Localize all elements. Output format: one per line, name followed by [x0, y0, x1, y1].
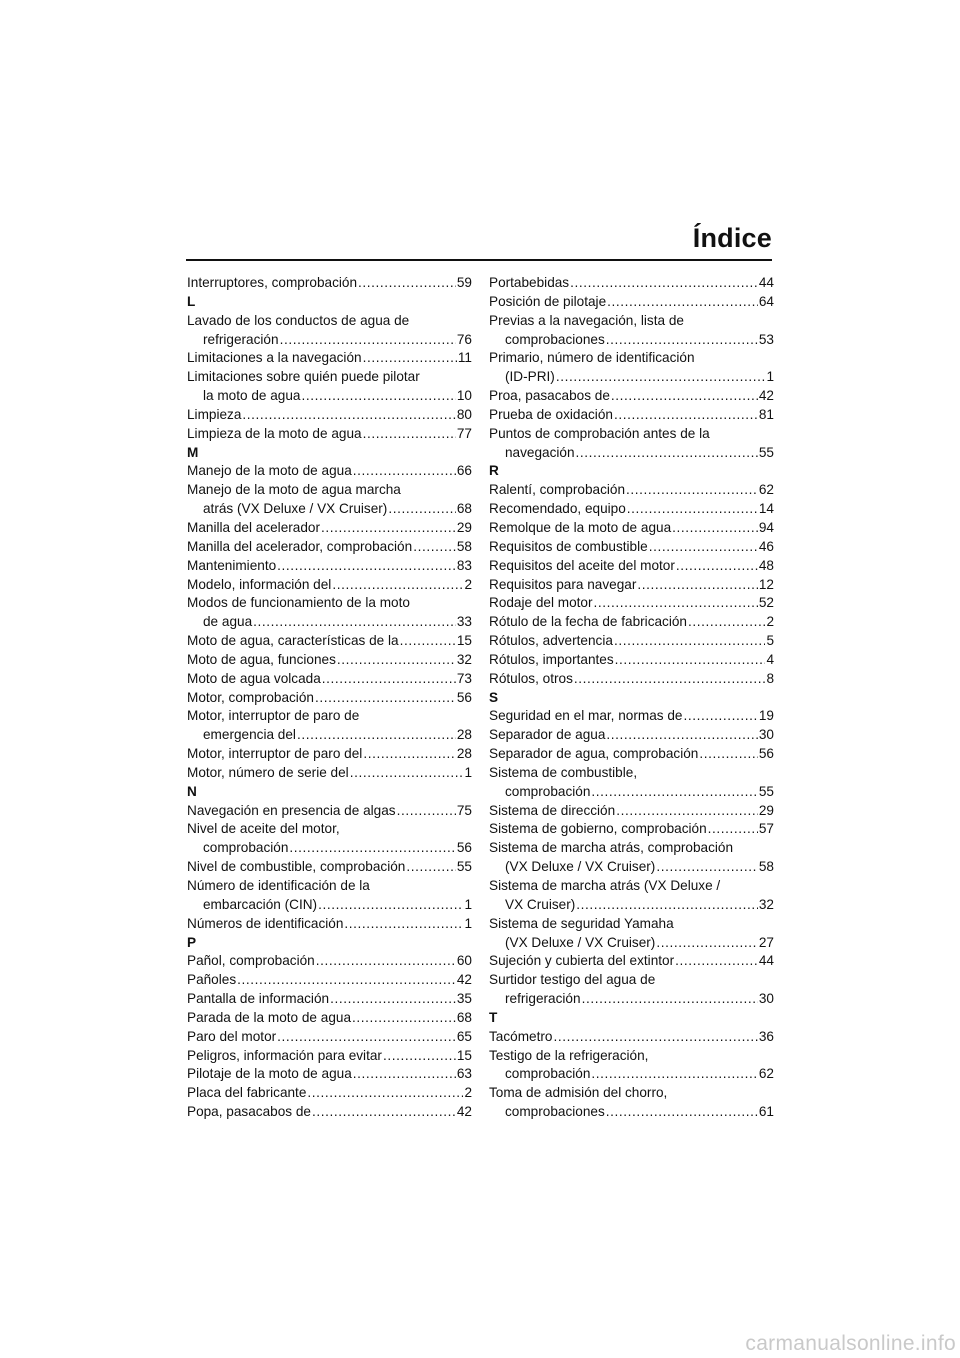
- dot-leader: [400, 632, 456, 651]
- index-column-left: [187, 274, 472, 1122]
- index-page-number: 68: [456, 501, 472, 517]
- index-entry: [187, 576, 472, 595]
- index-entry: [187, 406, 472, 425]
- dot-leader: [363, 425, 456, 444]
- index-entry-text: Sistema de marcha atrás (VX Deluxe /: [489, 878, 721, 893]
- index-entry: [489, 971, 774, 1009]
- index-entry: [187, 368, 472, 406]
- index-section-letter: P: [187, 934, 197, 950]
- index-entry: [187, 858, 472, 877]
- dot-leader: [297, 726, 456, 745]
- dot-leader: [574, 670, 766, 689]
- index-page-number: 56: [456, 689, 472, 705]
- index-entry-text: Sistema de marcha atrás, comprobación: [489, 840, 734, 856]
- dot-leader: [591, 783, 757, 802]
- dot-leader: [676, 557, 758, 576]
- index-page-number: 32: [758, 896, 774, 912]
- index-entry: [489, 1084, 774, 1122]
- watermark: carmanualsonline.info: [745, 1332, 956, 1355]
- index-entry-text: la moto de agua: [203, 388, 301, 404]
- index-entry: [187, 745, 472, 764]
- index-page-number: 56: [456, 840, 472, 856]
- index-entry-text: Remolque de la moto de agua: [489, 519, 672, 535]
- index-page-number: 59: [456, 275, 472, 290]
- dot-leader: [413, 538, 456, 557]
- index-entry-text: Surtidor testigo del agua de: [489, 972, 656, 988]
- dot-leader: [318, 896, 463, 915]
- index-entry: [187, 462, 472, 481]
- index-page-number: 76: [456, 331, 472, 347]
- index-entry: [489, 576, 774, 595]
- index-page-number: 48: [758, 557, 774, 573]
- index-page-number: 15: [456, 1047, 472, 1063]
- index-page-number: 94: [758, 519, 774, 535]
- index-page-number: 29: [456, 519, 472, 535]
- index-entry: [489, 387, 774, 406]
- index-entry: [187, 820, 472, 858]
- index-page-number: 19: [758, 708, 774, 724]
- index-entry: [489, 500, 774, 519]
- index-entry-text: Modelo, información del: [187, 576, 332, 592]
- dot-leader: [315, 689, 456, 708]
- index-entry: [489, 538, 774, 557]
- index-section-letter: N: [187, 783, 197, 799]
- dot-leader: [594, 594, 758, 613]
- index-entry: [489, 632, 774, 651]
- dot-leader: [363, 745, 456, 764]
- index-entry: [187, 971, 472, 990]
- index-entry-text: Interruptores, comprobación: [187, 275, 358, 290]
- index-page-number: 30: [758, 991, 774, 1007]
- index-entry-text: de agua: [203, 614, 253, 630]
- dot-leader: [627, 500, 758, 519]
- dot-leader: [363, 349, 457, 368]
- dot-leader: [699, 745, 758, 764]
- index-page-number: 35: [456, 991, 472, 1007]
- index-entry-text: Separador de agua, comprobación: [489, 746, 699, 762]
- index-page-number: 77: [456, 425, 472, 441]
- index-page-number: 2: [766, 614, 774, 630]
- index-entry-text: Números de identificación: [187, 915, 344, 931]
- index-entry-text: Sistema de seguridad Yamaha: [489, 915, 674, 931]
- dot-leader: [708, 820, 758, 839]
- index-entry-text: Manilla del acelerador: [187, 519, 320, 535]
- dot-leader: [606, 331, 758, 350]
- dot-leader: [316, 952, 456, 971]
- dot-leader: [675, 952, 758, 971]
- dot-leader: [672, 519, 758, 538]
- index-section-letter: M: [187, 444, 199, 460]
- dot-leader: [337, 651, 456, 670]
- dot-leader: [406, 858, 456, 877]
- index-section-letter: S: [489, 689, 499, 705]
- index-entry-text: Limitaciones a la navegación: [187, 350, 362, 366]
- dot-leader: [615, 651, 766, 670]
- dot-leader: [606, 726, 757, 745]
- index-page-number: 1: [464, 896, 472, 912]
- index-entry-text: (VX Deluxe / VX Cruiser): [505, 859, 656, 875]
- index-entry: [489, 425, 774, 463]
- index-entry: [489, 802, 774, 821]
- index-entry-text: Manejo de la moto de agua: [187, 463, 352, 479]
- index-page-number: 30: [758, 727, 774, 743]
- index-entry: [489, 406, 774, 425]
- index-entry-text: Recomendado, equipo: [489, 501, 626, 517]
- index-page-number: 5: [766, 633, 774, 649]
- index-page-number: 44: [758, 275, 774, 290]
- dot-leader: [312, 1103, 456, 1122]
- index-page-number: 63: [456, 1066, 472, 1082]
- dot-leader: [614, 632, 766, 651]
- index-page-number: 36: [758, 1028, 774, 1044]
- index-entry: [187, 632, 472, 651]
- index-entry-text: Sistema de gobierno, comprobación: [489, 821, 707, 837]
- index-page-number: 55: [456, 859, 472, 875]
- index-page-number: 55: [758, 783, 774, 799]
- index-entry-text: Número de identificación de la: [187, 878, 370, 893]
- dot-leader: [330, 990, 456, 1009]
- index-entry: [187, 538, 472, 557]
- index-page-number: 28: [456, 746, 472, 762]
- index-page-number: 52: [758, 595, 774, 611]
- index-page-number: 32: [456, 651, 472, 667]
- index-page-number: 58: [456, 538, 472, 554]
- index-entry: [489, 519, 774, 538]
- index-entry: [187, 481, 472, 519]
- dot-leader: [344, 915, 463, 934]
- index-entry-text: (VX Deluxe / VX Cruiser): [505, 934, 656, 950]
- index-entry: [187, 651, 472, 670]
- index-page-number: 64: [758, 293, 774, 309]
- dot-leader: [358, 274, 456, 293]
- index-entry-text: Sistema de combustible,: [489, 764, 638, 780]
- dot-leader: [576, 444, 758, 463]
- index-entry-text: Manilla del acelerador, comprobación: [187, 538, 413, 554]
- dot-leader: [649, 538, 758, 557]
- index-entry: [489, 915, 774, 953]
- index-entry-text: Paro del motor: [187, 1028, 277, 1044]
- dot-leader: [242, 406, 455, 425]
- index-section-letter: R: [489, 463, 499, 479]
- dot-leader: [616, 802, 758, 821]
- index-page-number: 11: [457, 350, 472, 366]
- index-entry: [489, 1028, 774, 1047]
- index-entry-text: Nivel de aceite del motor,: [187, 821, 340, 837]
- index-page-number: 28: [456, 727, 472, 743]
- index-entry: [187, 557, 472, 576]
- index-entry: [489, 274, 774, 293]
- dot-leader: [607, 293, 758, 312]
- index-entry-text: comprobación: [203, 840, 289, 856]
- index-page-number: 60: [456, 953, 472, 969]
- index-entry: [187, 594, 472, 632]
- index-entry: [489, 839, 774, 877]
- index-page-number: 55: [758, 444, 774, 460]
- index-page-number: 81: [758, 406, 774, 422]
- index-page-number: 33: [456, 614, 472, 630]
- index-entry-text: Placa del fabricante: [187, 1085, 307, 1101]
- dot-leader: [688, 613, 765, 632]
- title-divider: [186, 259, 772, 261]
- index-page-number: 15: [456, 633, 472, 649]
- index-entry-text: Modos de funcionamiento de la moto: [187, 595, 410, 611]
- index-entry: [187, 1065, 472, 1084]
- index-page-number: 75: [456, 802, 472, 818]
- dot-leader: [321, 519, 456, 538]
- dot-leader: [556, 368, 766, 387]
- index-page-number: 80: [456, 406, 472, 422]
- index-page-number: 1: [464, 764, 472, 780]
- index-page-number: 27: [758, 934, 774, 950]
- index-entry-text: Pilotaje de la moto de agua: [187, 1066, 352, 1082]
- index-entry: [489, 820, 774, 839]
- dot-leader: [656, 934, 758, 953]
- index-entry: [187, 274, 472, 293]
- index-entry: [489, 877, 774, 915]
- index-entry: [187, 952, 472, 971]
- index-entry-text: Moto de agua volcada: [187, 670, 321, 686]
- index-entry: [489, 293, 774, 312]
- dot-leader: [388, 500, 456, 519]
- dot-leader: [591, 1065, 757, 1084]
- index-entry: [187, 312, 472, 350]
- index-page-number: 57: [758, 821, 774, 837]
- index-entry-text: Rodaje del motor: [489, 595, 593, 611]
- index-entry-text: Toma de admisión del chorro,: [489, 1085, 668, 1101]
- index-entry-text: Requisitos del aceite del motor: [489, 557, 675, 573]
- index-entry-text: comprobaciones: [505, 1104, 605, 1120]
- index-page-number: 1: [766, 369, 774, 385]
- index-entry: [489, 481, 774, 500]
- dot-leader: [683, 707, 757, 726]
- index-entry-text: Rótulos, importantes: [489, 651, 614, 667]
- dot-leader: [277, 557, 456, 576]
- index-entry: [187, 877, 472, 915]
- dot-leader: [606, 1103, 758, 1122]
- index-entry-text: Tacómetro: [489, 1028, 553, 1044]
- index-entry-text: Pantalla de información: [187, 991, 330, 1007]
- dot-leader: [253, 613, 456, 632]
- index-page-number: 12: [758, 576, 774, 592]
- index-entry: [489, 349, 774, 387]
- index-page-number: 8: [766, 670, 774, 686]
- index-entry: [489, 764, 774, 802]
- dot-leader: [637, 576, 758, 595]
- index-section-letter: L: [187, 293, 196, 309]
- index-page-number: 10: [456, 388, 472, 404]
- dot-leader: [570, 274, 758, 293]
- index-entry-text: Moto de agua, características de la: [187, 633, 399, 649]
- dot-leader: [302, 387, 456, 406]
- index-entry-text: Prueba de oxidación: [489, 406, 613, 422]
- index-entry-text: Sistema de dirección: [489, 802, 616, 818]
- index-entry-text: Moto de agua, funciones: [187, 651, 336, 667]
- index-entry: [187, 1009, 472, 1028]
- index-page-number: 66: [456, 463, 472, 479]
- index-page-number: 56: [758, 746, 774, 762]
- index-entry-text: Popa, pasacabos de: [187, 1104, 311, 1120]
- dot-leader: [237, 971, 456, 990]
- index-entry-text: Sujeción y cubierta del extintor: [489, 953, 675, 969]
- dot-leader: [656, 858, 758, 877]
- dot-leader: [332, 576, 463, 595]
- index-entry-text: Separador de agua: [489, 727, 606, 743]
- index-entry: [489, 670, 774, 689]
- index-entry-text: Ralentí, comprobación: [489, 482, 626, 498]
- index-entry-text: Motor, comprobación: [187, 689, 314, 705]
- dot-leader: [614, 406, 758, 425]
- index-entry-text: Testigo de la refrigeración,: [489, 1047, 649, 1063]
- dot-leader: [352, 1009, 456, 1028]
- dot-leader: [383, 1047, 456, 1066]
- index-entry: [489, 312, 774, 350]
- index-entry: [187, 990, 472, 1009]
- index-page-number: 42: [456, 972, 472, 988]
- index-page-number: 29: [758, 802, 774, 818]
- index-page-number: 42: [758, 388, 774, 404]
- index-entry-text: Seguridad en el mar, normas de: [489, 708, 683, 724]
- dot-leader: [353, 462, 456, 481]
- dot-leader: [322, 670, 456, 689]
- index-entry-text: Parada de la moto de agua: [187, 1009, 352, 1025]
- index-entry-text: emergencia del: [203, 727, 296, 743]
- index-entry-text: (ID-PRI): [505, 369, 555, 385]
- dot-leader: [350, 764, 464, 783]
- dot-leader: [277, 1028, 456, 1047]
- index-entry: [187, 707, 472, 745]
- index-entry: [187, 802, 472, 821]
- index-page-number: 62: [758, 482, 774, 498]
- index-entry: [489, 745, 774, 764]
- index-entry-text: comprobaciones: [505, 331, 605, 347]
- index-entry: [489, 726, 774, 745]
- index-page-number: 42: [456, 1104, 472, 1120]
- index-entry: [187, 1084, 472, 1103]
- index-entry-text: Posición de pilotaje: [489, 293, 607, 309]
- index-entry-text: Requisitos de combustible: [489, 538, 648, 554]
- index-entry-text: Puntos de comprobación antes de la: [489, 425, 710, 441]
- index-entry-text: navegación: [505, 444, 575, 460]
- index-entry-text: Limpieza de la moto de agua: [187, 425, 362, 441]
- index-entry: [187, 915, 472, 934]
- dot-leader: [280, 331, 456, 350]
- index-entry-text: Motor, interruptor de paro de: [187, 708, 360, 724]
- index-entry-text: Motor, número de serie del: [187, 764, 349, 780]
- index-page-number: 73: [456, 670, 472, 686]
- index-page-number: 68: [456, 1009, 472, 1025]
- index-entry-text: Rótulos, otros: [489, 670, 573, 686]
- index-column-right: [489, 274, 774, 1122]
- index-entry-text: Limitaciones sobre quién puede pilotar: [187, 369, 420, 385]
- dot-leader: [582, 990, 758, 1009]
- index-page-number: 14: [758, 501, 774, 517]
- index-entry: [489, 557, 774, 576]
- dot-leader: [576, 896, 758, 915]
- index-entry-text: Motor, interruptor de paro del: [187, 746, 363, 762]
- index-section-letter: T: [489, 1009, 498, 1025]
- index-entry: [187, 519, 472, 538]
- dot-leader: [553, 1028, 757, 1047]
- index-entry: [489, 613, 774, 632]
- index-entry-text: Peligros, información para evitar: [187, 1047, 382, 1063]
- index-entry-text: atrás (VX Deluxe / VX Cruiser): [203, 501, 388, 517]
- index-entry-text: Navegación en presencia de algas: [187, 802, 396, 818]
- index-entry-text: refrigeración: [203, 331, 279, 347]
- index-entry-text: VX Cruiser): [505, 896, 576, 912]
- index-page-number: 62: [758, 1066, 774, 1082]
- index-entry-text: Lavado de los conductos de agua de: [187, 312, 410, 328]
- dot-leader: [611, 387, 758, 406]
- index-entry-text: Rótulo de la fecha de fabricación: [489, 614, 687, 630]
- index-entry-text: Mantenimiento: [187, 557, 277, 573]
- index-entry: [187, 689, 472, 708]
- index-entry-text: embarcación (CIN): [203, 896, 318, 912]
- index-entry-text: Manejo de la moto de agua marcha: [187, 482, 401, 498]
- index-entry-text: Nivel de combustible, comprobación: [187, 859, 406, 875]
- index-entry-text: Requisitos para navegar: [489, 576, 637, 592]
- index-page-number: 1: [464, 915, 472, 931]
- index-entry: [489, 594, 774, 613]
- index-entry-text: Pañoles: [187, 972, 237, 988]
- index-entry: [489, 952, 774, 971]
- index-entry: [489, 707, 774, 726]
- index-page-number: 61: [758, 1104, 774, 1120]
- index-entry: [187, 1047, 472, 1066]
- index-page-number: 46: [758, 538, 774, 554]
- index-page-number: 65: [456, 1028, 472, 1044]
- index-entry: [489, 651, 774, 670]
- index-entry-text: Rótulos, advertencia: [489, 633, 613, 649]
- index-entry: [187, 670, 472, 689]
- index-entry: [187, 1103, 472, 1122]
- dot-leader: [353, 1065, 456, 1084]
- page-title: Índice: [692, 223, 772, 253]
- index-entry-text: Portabebidas: [489, 275, 570, 290]
- index-entry-text: Previas a la navegación, lista de: [489, 312, 684, 328]
- index-page-number: 2: [464, 576, 472, 592]
- index-entry: [187, 1028, 472, 1047]
- index-page-number: 44: [758, 953, 774, 969]
- index-entry: [187, 425, 472, 444]
- index-entry: [489, 1047, 774, 1085]
- index-page-number: 83: [456, 557, 472, 573]
- index-page-number: 53: [758, 331, 774, 347]
- index-entry-text: Limpieza: [187, 406, 242, 422]
- index-page-number: 2: [464, 1085, 472, 1101]
- index-entry: [187, 764, 472, 783]
- index-page-number: 4: [766, 651, 774, 667]
- dot-leader: [626, 481, 758, 500]
- index-page-number: 58: [758, 859, 774, 875]
- index-entry-text: refrigeración: [505, 991, 581, 1007]
- index-entry-text: Pañol, comprobación: [187, 953, 315, 969]
- index-entry: [187, 349, 472, 368]
- dot-leader: [397, 802, 456, 821]
- index-entry-text: Primario, número de identificación: [489, 350, 695, 366]
- dot-leader: [289, 839, 455, 858]
- dot-leader: [307, 1084, 463, 1103]
- index-entry-text: comprobación: [505, 783, 591, 799]
- index-entry-text: comprobación: [505, 1066, 591, 1082]
- index-entry-text: Proa, pasacabos de: [489, 388, 610, 404]
